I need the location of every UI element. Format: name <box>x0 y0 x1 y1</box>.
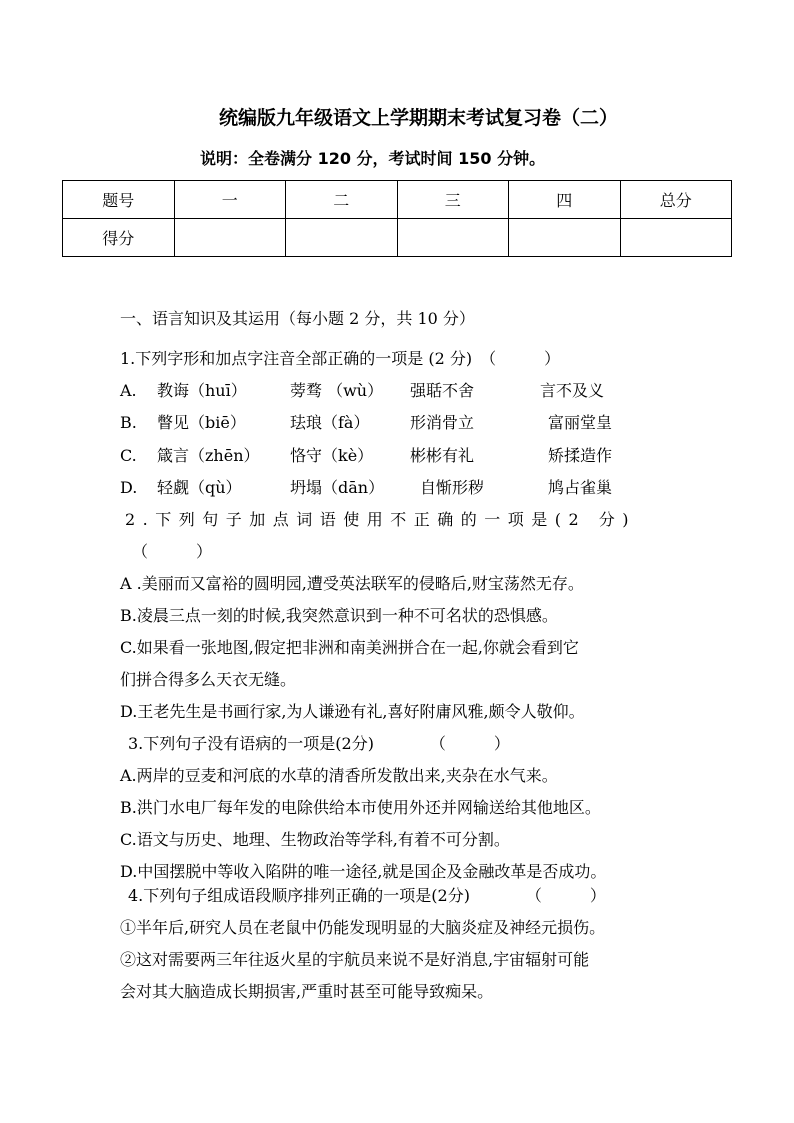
option-item: 箴言（zhēn） <box>157 446 260 465</box>
option-item: 彬彬有礼 <box>410 446 475 465</box>
header-cell: 一 <box>174 181 286 219</box>
passage-line: 会对其大脑造成长期损害,严重时甚至可能导致痴呆。 <box>120 982 494 1001</box>
header-cell: 题号 <box>63 181 175 219</box>
option-item: 恪守（kè） <box>290 446 374 465</box>
option-item: 强聒不舍 <box>410 381 475 400</box>
option-item: 轻觑（qù） <box>157 478 242 497</box>
option-line: 们拼合得多么天衣无缝。 <box>120 670 297 689</box>
option-label: D. <box>120 478 138 497</box>
passage-line: ①半年后,研究人员在老鼠中仍能发现明显的大脑炎症及神经元损伤。 <box>120 918 606 937</box>
option-item: 矫揉造作 <box>548 446 613 465</box>
option-item: 蒡骛 （wù） <box>290 381 384 400</box>
score-cell <box>509 219 621 257</box>
row-label-cell: 得分 <box>63 219 175 257</box>
answer-blank: （ ） <box>132 542 213 561</box>
header-cell: 三 <box>397 181 509 219</box>
option-line: A.两岸的豆麦和河底的水草的清香所发散出来,夹杂在水气来。 <box>120 766 558 785</box>
option-label: C. <box>120 446 137 465</box>
score-cell <box>620 219 732 257</box>
option-line: D.中国摆脱中等收入陷阱的唯一途径,就是国企及金融改革是否成功。 <box>120 862 607 881</box>
option-line: D.王老先生是书画行家,为人谦逊有礼,喜好附庸风雅,颇令人敬仰。 <box>120 702 585 721</box>
score-table-header-row <box>63 181 732 219</box>
option-item: 珐琅（fà） <box>290 413 370 432</box>
option-label: B. <box>120 413 137 432</box>
score-cell <box>174 219 286 257</box>
page-title: 统编版九年级语文上学期期末考试复习卷（二） <box>219 107 619 129</box>
score-table <box>62 180 732 257</box>
option-item: 坍塌（dān） <box>290 478 385 497</box>
question-stem: 1.下列字形和加点字注音全部正确的一项是 (2 分) （ ） <box>120 349 561 368</box>
option-item: 鸠占雀巢 <box>548 478 613 497</box>
option-line: C.如果看一张地图,假定把非洲和南美洲拼合在一起,你就会看到它 <box>120 638 579 657</box>
passage-line: ②这对需要两三年往返火星的宇航员来说不是好消息,宇宙辐射可能 <box>120 950 590 969</box>
exam-note: 说明：全卷满分 120 分，考试时间 150 分钟。 <box>200 149 546 168</box>
section-heading: 一、语言知识及其运用（每小题 2 分，共 10 分） <box>120 309 475 328</box>
score-cell <box>286 219 398 257</box>
option-item: 言不及义 <box>540 381 605 400</box>
option-line: C.语文与历史、地理、生物政治等学科,有着不可分割。 <box>120 830 510 849</box>
score-cell <box>397 219 509 257</box>
header-cell: 二 <box>286 181 398 219</box>
option-item: 自惭形秽 <box>420 478 485 497</box>
option-item: 教诲（huī） <box>157 381 247 400</box>
option-item: 富丽堂皇 <box>548 413 613 432</box>
header-cell: 四 <box>509 181 621 219</box>
option-line: A .美丽而又富裕的圆明园,遭受英法联军的侵略后,财宝荡然无存。 <box>120 574 584 593</box>
option-line: B.洪门水电厂每年发的电除供给本市使用外还并网输送给其他地区。 <box>120 798 601 817</box>
header-cell: 总分 <box>620 181 732 219</box>
question-stem: 2.下列句子加点词语使用不正确的一项是(2 分) <box>125 510 637 529</box>
question-stem: 3.下列句子没有语病的一项是(2分) （ ） <box>128 734 510 753</box>
option-item: 瞥见（biē） <box>157 413 246 432</box>
question-stem: 4.下列句子组成语段顺序排列正确的一项是(2分) （ ） <box>128 886 606 905</box>
option-label: A. <box>120 381 137 400</box>
score-table-score-row <box>63 219 732 257</box>
option-item: 形消骨立 <box>410 413 475 432</box>
option-line: B.凌晨三点一刻的时候,我突然意识到一种不可名状的恐惧感。 <box>120 606 558 625</box>
